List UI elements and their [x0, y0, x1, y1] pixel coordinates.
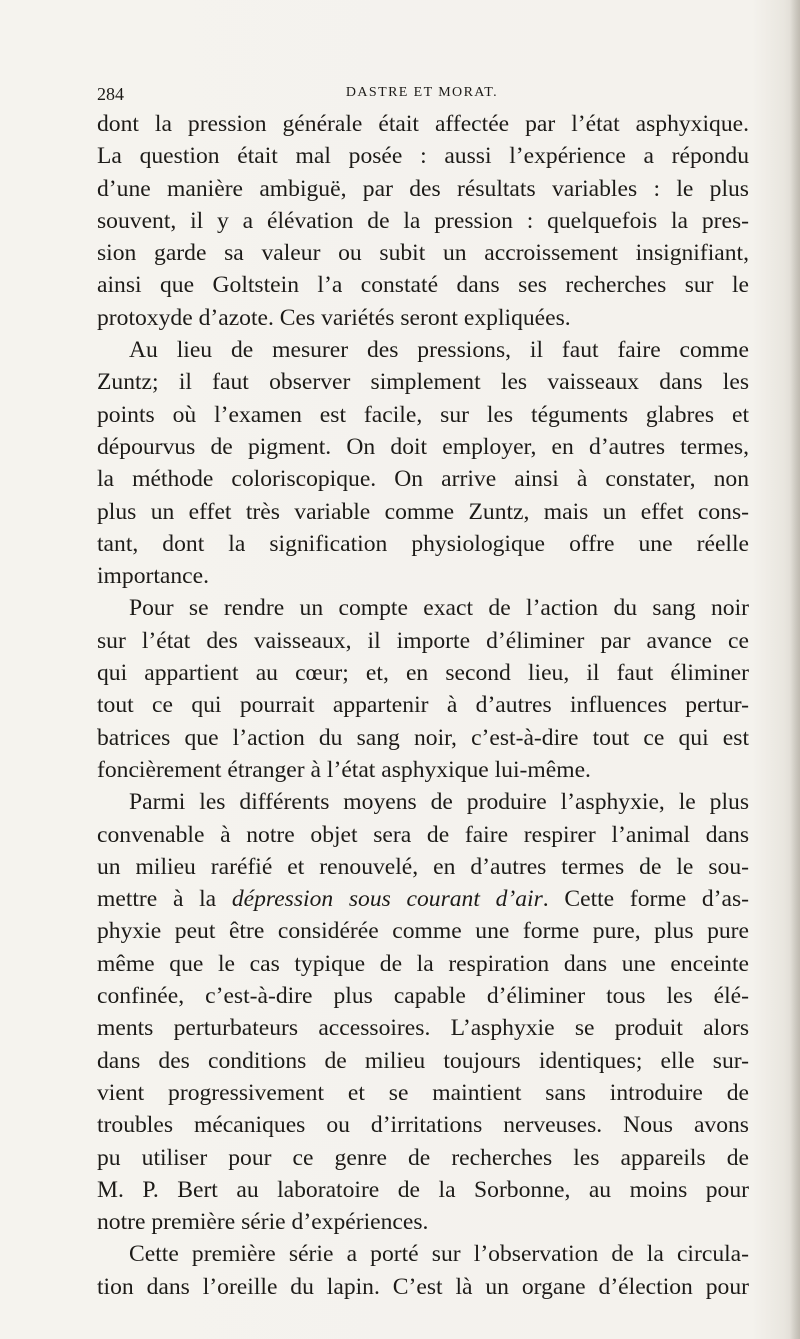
- text-line: Cette première série a porté sur l’observation de la circula-: [129, 1241, 749, 1268]
- text-line: foncièrement étranger à l’état asphyxique lui-même.: [97, 756, 591, 783]
- text-line: dans des conditions de milieu toujours identiques; elle sur-: [97, 1047, 749, 1074]
- text-segment: . Cette forme d’as-: [542, 886, 750, 913]
- text-line: ainsi que Goltstein l’a constaté dans ses recherches sur le: [97, 272, 749, 299]
- text-line: dépourvus de pigment. On doit employer, en d’autres termes,: [97, 433, 749, 460]
- body-text: [97, 108, 749, 1303]
- text-line: d’une manière ambiguë, par des résultats variables : le plus: [97, 175, 749, 202]
- text-line: sion garde sa valeur ou subit un accroissement insignifiant,: [97, 240, 749, 267]
- text-line: M. P. Bert au laboratoire de la Sorbonne, au moins pour: [97, 1176, 749, 1203]
- text-line: La question était mal posée : aussi l’expérience a répondu: [97, 143, 749, 170]
- text-line: dont la pression générale était affectée par l’état asphyxique.: [97, 111, 749, 137]
- text-line: convenable à notre objet sera de faire respirer l’animal dans: [97, 821, 749, 848]
- text-line: pu utiliser pour ce genre de recherches les appareils de: [97, 1144, 749, 1171]
- text-line: qui appartient au cœur; et, en second lieu, il faut éliminer: [97, 660, 749, 687]
- page-number: 284: [97, 84, 124, 104]
- page-header: [97, 84, 747, 108]
- text-line: vient progressivement et se maintient sans introduire de: [97, 1079, 749, 1106]
- text-line: plus un effet très variable comme Zuntz, mais un effet cons-: [97, 498, 749, 525]
- text-line: points où l’examen est facile, sur les téguments glabres et: [97, 401, 749, 428]
- text-line: tant, dont la signification physiologique offre une réelle: [97, 530, 749, 557]
- text-line: ments perturbateurs accessoires. L’asphyxie se produit alors: [97, 1015, 749, 1042]
- running-head: DASTRE ET MORAT.: [345, 85, 499, 100]
- text-line: confinée, c’est-à-dire plus capable d’éliminer tous les élé-: [97, 983, 749, 1010]
- text-line: tout ce qui pourrait appartenir à d’autres influences pertur-: [97, 692, 749, 719]
- page-edge-shadow: [790, 0, 800, 1339]
- text-line: la méthode coloriscopique. On arrive ainsi à constater, non: [97, 466, 749, 493]
- text-line: un milieu raréfié et renouvelé, en d’autres termes de le sou-: [97, 853, 749, 880]
- text-segment: mettre à la: [97, 886, 217, 913]
- italic-phrase: dépression sous courant d’air: [231, 886, 543, 913]
- text-line: sur l’état des vaisseaux, il importe d’éliminer par avance ce: [97, 627, 749, 654]
- text-line: même que le cas typique de la respiration dans une enceinte: [97, 950, 749, 977]
- text-line: souvent, il y a élévation de la pression : quelquefois la pres-: [97, 207, 749, 234]
- text-line: phyxie peut être considérée comme une forme pure, plus pure: [97, 918, 749, 945]
- text-line: protoxyde d’azote. Ces variétés seront expliquées.: [97, 304, 571, 331]
- text-line: batrices que l’action du sang noir, c’est-à-dire tout ce qui est: [97, 724, 749, 751]
- text-line: Zuntz; il faut observer simplement les vaisseaux dans les: [97, 369, 749, 396]
- text-line: Au lieu de mesurer des pressions, il faut faire comme: [129, 337, 749, 364]
- text-line: troubles mécaniques ou d’irritations nerveuses. Nous avons: [97, 1112, 749, 1139]
- text-line: Pour se rendre un compte exact de l’action du sang noir: [129, 595, 749, 622]
- text-line: Parmi les différents moyens de produire l’asphyxie, le plus: [129, 789, 749, 816]
- text-line: tion dans l’oreille du lapin. C’est là un organe d’élection pour: [97, 1273, 749, 1300]
- text-line: notre première série d’expériences.: [97, 1209, 429, 1236]
- text-line: [97, 883, 749, 915]
- text-line: importance.: [97, 563, 210, 590]
